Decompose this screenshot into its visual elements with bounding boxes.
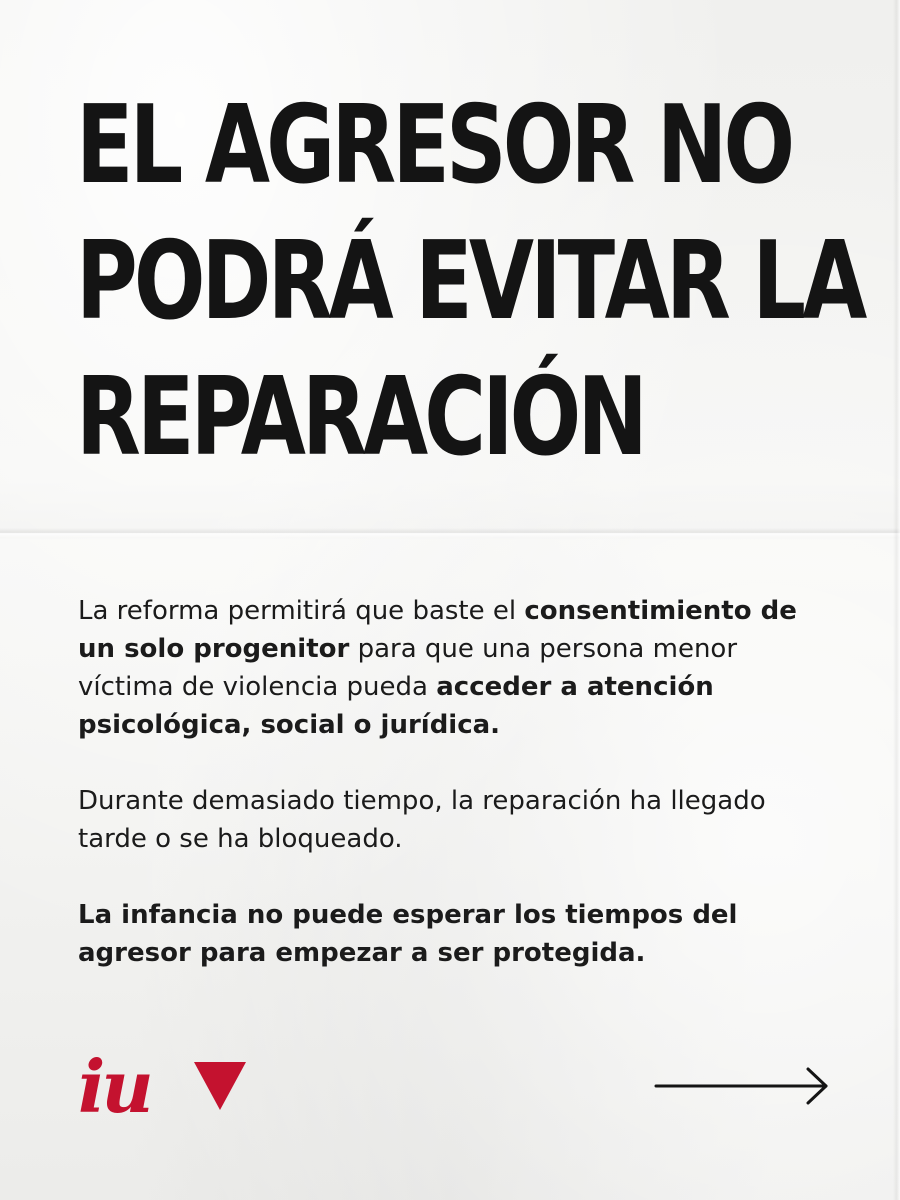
paragraph-conclusion-bold: La infancia no puede esperar los tiempos del agresor para empezar a ser protegida.: [78, 900, 738, 968]
headline: [76, 78, 864, 486]
paragraph-reform: [78, 592, 838, 744]
paragraph-reform-text-1: La reforma permitirá que baste el: [78, 596, 525, 626]
headline-line-1: EL AGRESOR NO: [76, 83, 792, 208]
paper-fold: [0, 528, 900, 538]
paragraph-conclusion: [78, 896, 838, 972]
iu-logo: [78, 1044, 253, 1119]
paragraph-reform-bold-1: consentimiento de un solo progenitor: [78, 596, 797, 664]
body-text: [78, 592, 838, 1010]
paragraph-reform-text-2: para que una persona menor víctima de violencia pueda: [78, 634, 738, 702]
headline-line-2: PODRÁ EVITAR LA: [76, 219, 864, 344]
paragraph-delay: Durante demasiado tiempo, la reparación ha llegado tarde o se ha bloqueado.: [78, 786, 766, 854]
down-triangle-icon: [194, 1062, 246, 1110]
iu-logo-text: iu: [78, 1044, 150, 1119]
headline-line-3: REPARACIÓN: [76, 355, 644, 480]
paragraph-reform-bold-2: acceder a atención psicológica, social o jurídica.: [78, 672, 714, 740]
right-arrow-icon[interactable]: [654, 1066, 830, 1106]
paper-edge: [893, 0, 900, 1200]
